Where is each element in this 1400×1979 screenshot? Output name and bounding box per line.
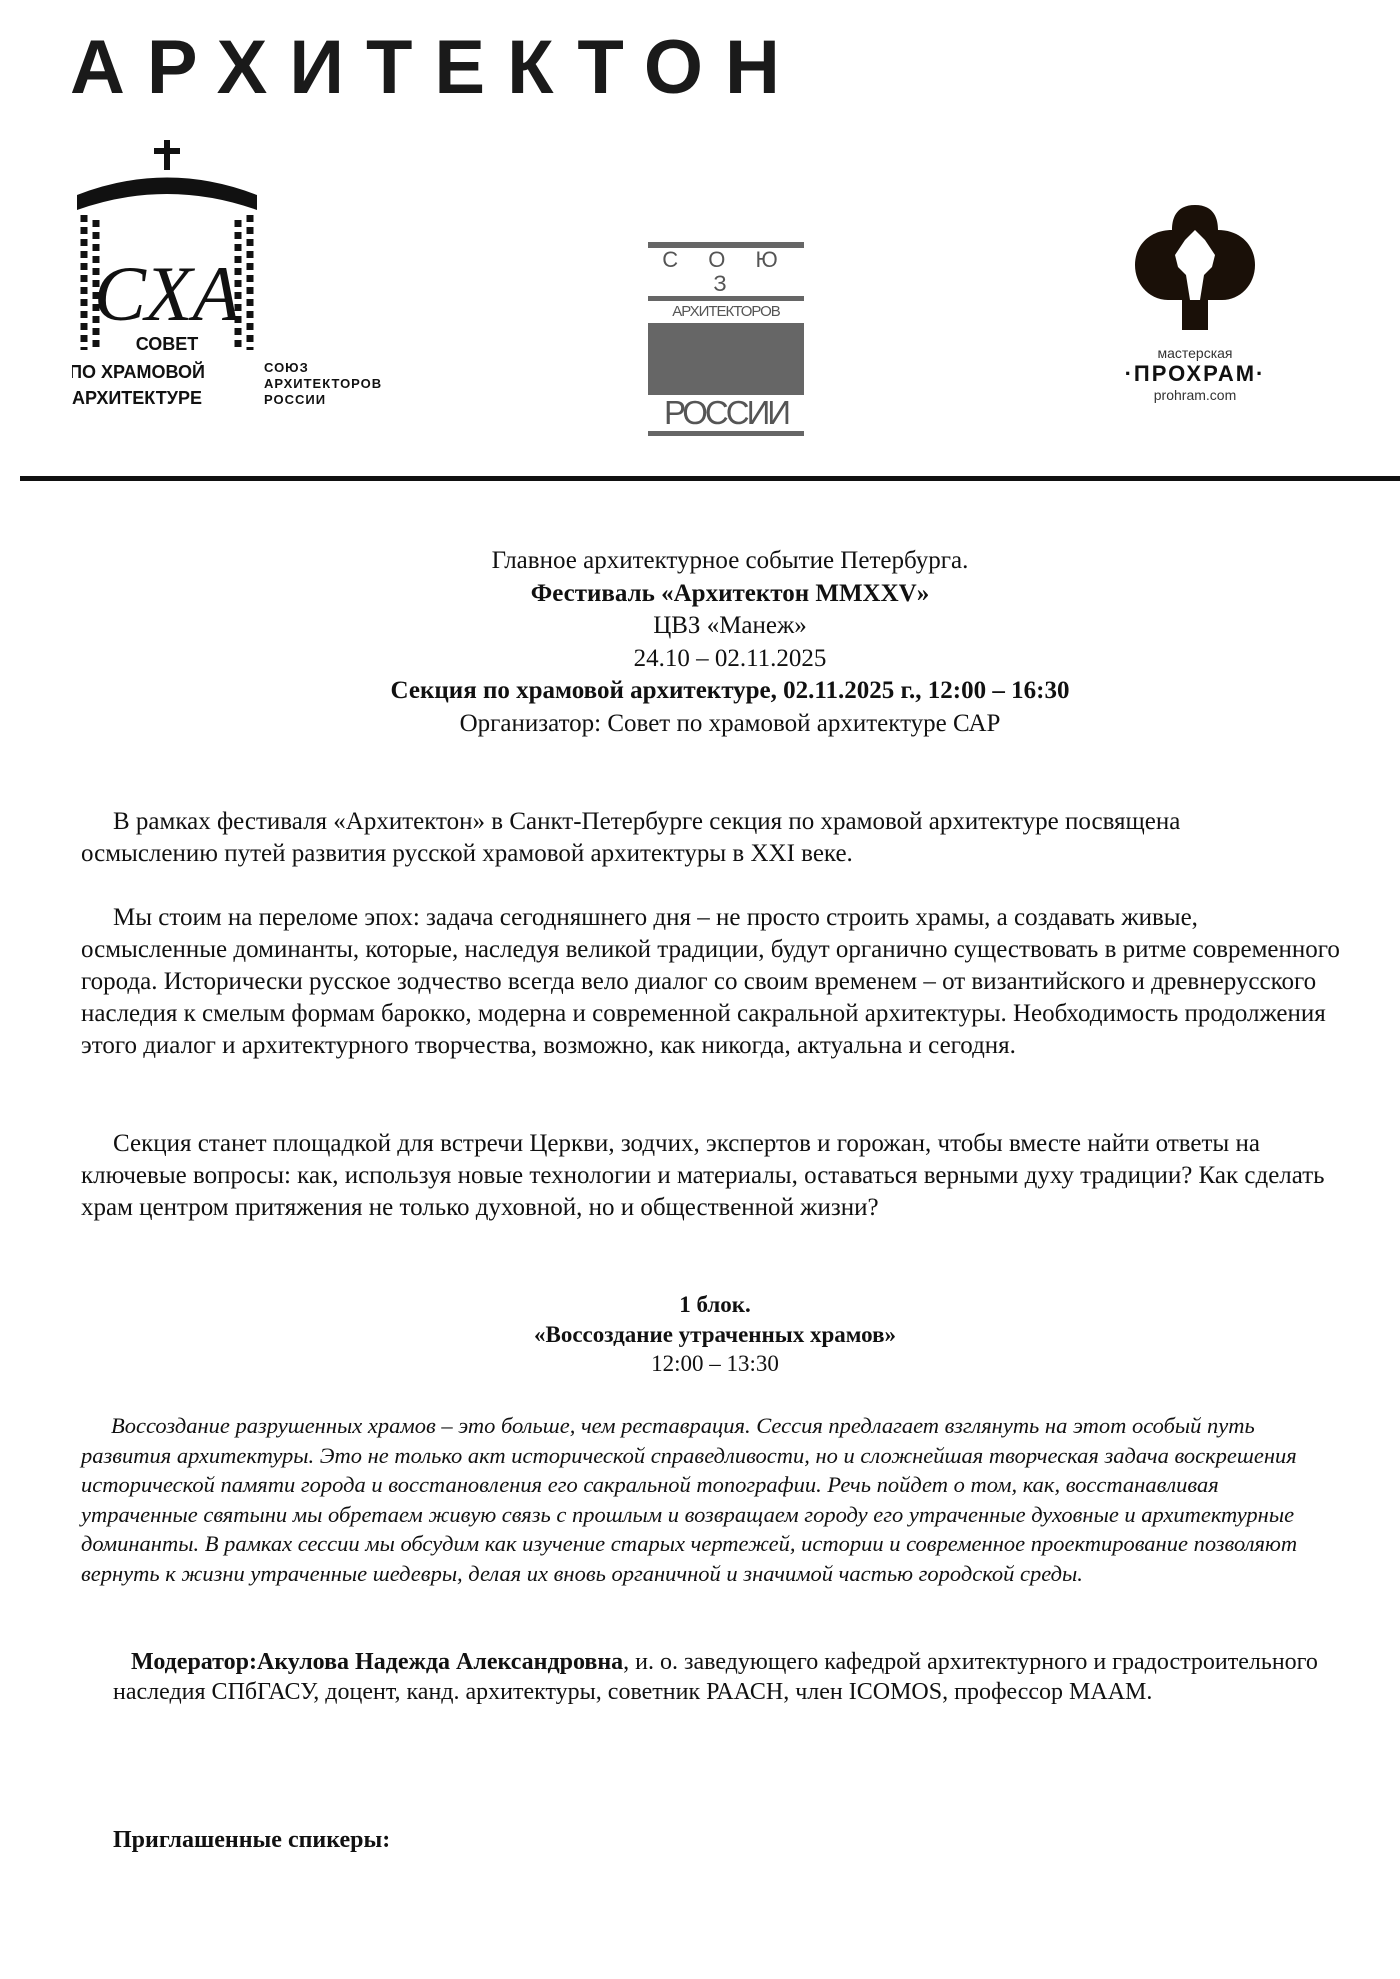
temple-dotted-icon: [72, 140, 262, 415]
church-tree-icon: [1130, 205, 1260, 330]
event-intro: [0, 545, 1400, 740]
logo-name: ·ПРОХРАМ·: [1124, 361, 1266, 386]
block1-heading: [0, 1290, 1400, 1379]
logo-line: С О Ю З: [662, 247, 790, 296]
logo-prohram: [1100, 205, 1290, 415]
paragraph: Мы стоим на переломе эпох: задача сегодняшнего дня – не просто строить храмы, а создавать живые, осмысленные доминанты, которые, наследуя великой традиции, будут органично существовать в ритме современного города. Исторически русское зодчество всегда вело диалог со своим временем – от византийского и древнерусского наследия к смелым формам барокко, модерна и современной сакральной архитектуры. Необходимость продолжения этого диалог и архитектурного творчества, возможно, как никогда, актуальна и сегодня.: [81, 904, 1340, 1059]
moderator-label: Модератор:: [131, 1649, 257, 1675]
block-time: 12:00 – 13:30: [651, 1351, 779, 1376]
moderator-name: Акулова Надежда Александровна: [256, 1649, 624, 1675]
intro-venue: ЦВЗ «Манеж»: [653, 612, 807, 639]
svg-text:АРХИТЕКТУРЕ: АРХИТЕКТУРЕ: [72, 388, 202, 408]
block-title: «Воссоздание утраченных храмов»: [533, 1321, 897, 1347]
festival-brand-title: АРХИТЕКТОН: [70, 25, 802, 110]
moderator-info: , и. о. заведующего кафедрой архитектурного и градостроительного наследия СПбГАСУ, доцент, канд. архитектуры, советник РААСН, член ICOMOS, профессор МААМ.: [113, 1649, 1318, 1705]
svg-text:СОВЕТ: СОВЕТ: [135, 334, 199, 354]
intro-organizer: Организатор: Совет по храмовой архитектуре САР: [459, 709, 1001, 737]
speakers-label: Приглашенные спикеры:: [113, 1827, 391, 1853]
intro-dates: 24.10 – 02.11.2025: [633, 644, 827, 672]
moderator: [113, 1648, 1343, 1707]
logo-line: АРХИТЕКТОРОВ: [672, 303, 780, 320]
intro-section: Секция по храмовой архитектуре, 02.11.2025 г., 12:00 – 16:30: [390, 677, 1070, 704]
logo-side-line: СОЮЗ: [264, 360, 309, 375]
logo-side-line: АРХИТЕКТОРОВ: [264, 376, 383, 391]
logo-line: РОССИИ: [663, 394, 789, 431]
block-description: Воссоздание разрушенных храмов – это больше, чем реставрация. Сессия предлагает взглянуть на этот особый путь развития архитектуры. Это не только акт исторической справедливости, но и сложнейшая творческая задача воскрешения исторической памяти города и восстановления его сакральной топографии. Речь пойдет о том, как, восстанавливая утраченные святыни мы обретаем живую связь с прошлым и возвращаем городу его утраченные духовные и архитектурные доминанты. В рамках сессии мы обсудим как изучение старых чертежей, истории и современное проектирование позволяют вернуть к жизни утраченные шедевры, делая их вновь органичной и значимой частью городской среды.: [81, 1413, 1298, 1586]
svg-text:СХА: СХА: [93, 250, 241, 337]
intro-festival: Фестиваль «Архитектон MMXXV»: [530, 579, 930, 607]
header-divider: [20, 476, 1400, 481]
paragraph: Секция станет площадкой для встречи Церкви, зодчих, экспертов и горожан, чтобы вместе найти ответы на ключевые вопросы: как, используя новые технологии и материалы, оставаться верными духу традиции? Как сделать храм центром притяжения не только духовной, но и общественной жизни?: [81, 1130, 1325, 1221]
logo-soyuz-arhitektorov-rossii: [648, 242, 804, 431]
logo-url: prohram.com: [1153, 387, 1237, 403]
intro-line: Главное архитектурное событие Петербурга.: [491, 547, 969, 574]
logo-sovet-hramovoy-arhitektury: [72, 140, 412, 415]
block-number: 1 блок.: [679, 1292, 751, 1317]
paragraph: В рамках фестиваля «Архитектон» в Санкт-Петербурге секция по храмовой архитектуре посвящена осмыслению путей развития русской храмовой архитектуры в XXI веке.: [81, 808, 1181, 867]
logo-side-line: РОССИИ: [264, 392, 327, 407]
logo-caption: мастерская: [1157, 345, 1233, 361]
svg-text:ПО ХРАМОВОЙ: ПО ХРАМОВОЙ: [72, 362, 205, 382]
